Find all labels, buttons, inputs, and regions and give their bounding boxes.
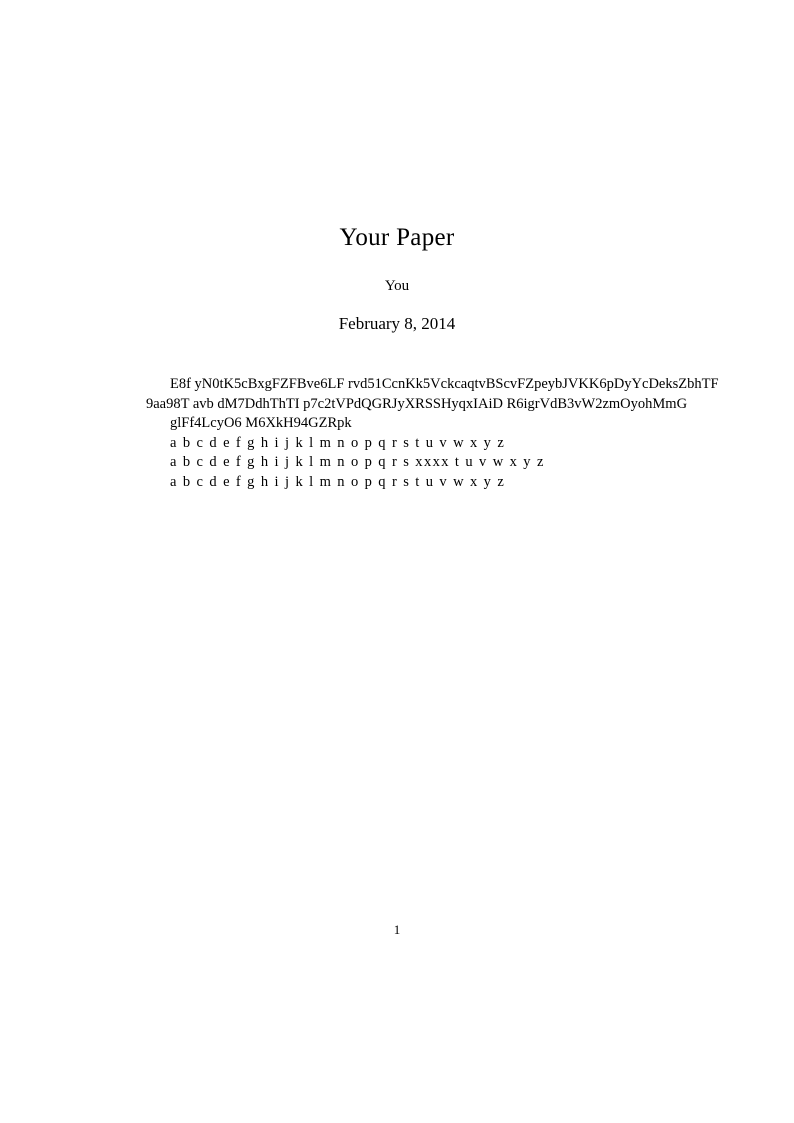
body-line-1: E8f yN0tK5cBxgFZFBve6LF rvd51CcnKk5VckcaqtvBScvFZpeybJVKK6pDyYcDeksZbhTF — [170, 376, 719, 392]
alphabet-line-1: a b c d e f g h i j k l m n o p q r s t u v w x y z — [170, 434, 506, 451]
page-number: 1 — [393, 922, 401, 937]
page-title: Your Paper — [339, 224, 455, 251]
publication-date: February 8, 2014 — [338, 314, 456, 333]
author-name: You — [384, 278, 410, 294]
alphabet-line-2: a b c d e f g h i j k l m n o p q r s xxxx t u v w x y z — [170, 454, 545, 471]
body-line-2: 9aa98T avb dM7DdhThTI p7c2tVPdQGRJyXRSSHyqxIAiD R6igrVdB3vW2zmOyohMmG — [146, 395, 688, 412]
body-text — [146, 375, 794, 493]
alphabet-line-3: a b c d e f g h i j k l m n o p q r s t u v w x y z — [170, 473, 506, 490]
body-line-3: glFf4LcyO6 M6XkH94GZRpk — [170, 415, 352, 432]
